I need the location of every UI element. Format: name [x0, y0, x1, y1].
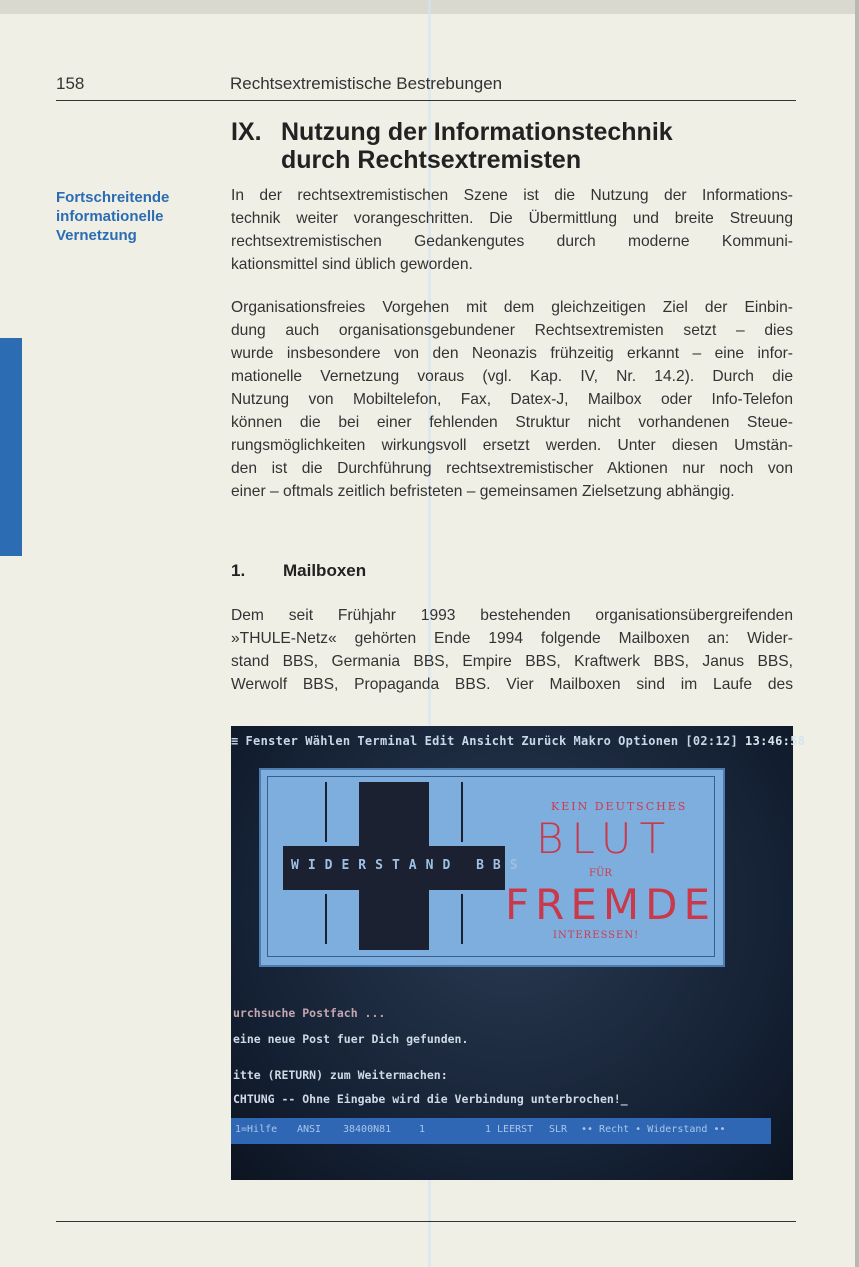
paragraph-1: [231, 184, 793, 276]
text-line: dung auch organisationsgebundener Rechtsextremisten setzt – dies: [231, 322, 793, 339]
banner-text-fuer: FÜR: [589, 868, 612, 879]
clock: 13:46:58: [745, 734, 806, 748]
status-cell: ANSI: [297, 1124, 322, 1135]
paragraph-2: [231, 296, 793, 503]
menu-item: Makro: [573, 734, 612, 748]
menu-item: Fenster: [245, 734, 299, 748]
cross-outline: [325, 782, 327, 842]
status-cell: •• Recht • Widerstand ••: [581, 1124, 726, 1135]
banner-text-blut: BLUT: [536, 814, 674, 863]
status-cell: 1=Hilfe: [235, 1124, 278, 1135]
menu-item: Ansicht: [461, 734, 515, 748]
terminal-line: CHTUNG -- Ohne Eingabe wird die Verbindung unterbrochen!_: [233, 1092, 628, 1106]
menu-item: Terminal: [357, 734, 418, 748]
banner-text-fremde: FREMDE: [505, 880, 716, 929]
margin-note-line: Vernetzung: [56, 227, 137, 244]
running-header: [56, 74, 796, 98]
menu-prefix: ≡: [231, 734, 239, 748]
status-cell: 1: [419, 1124, 426, 1135]
text-line: wurde insbesondere von den Neonazis frühzeitig erkannt – eine infor-: [231, 345, 793, 362]
menu-item: Edit: [424, 734, 455, 748]
margin-note-line: Fortschreitende: [56, 189, 170, 206]
bbs-banner: [259, 768, 725, 967]
terminal-line: itte (RETURN) zum Weitermachen:: [233, 1068, 448, 1082]
text-line: den ist die Durchführung rechtsextremistischer Aktionen nur noch von: [231, 460, 793, 477]
section-title: Mailboxen: [283, 561, 367, 580]
status-cell: SLR: [549, 1124, 568, 1135]
paragraph-3: [231, 604, 793, 696]
text-line: rungsmöglichkeiten wirkungsvoll ersetzt werden. Unter diesen Umstän-: [231, 437, 793, 454]
cross-outline: [461, 782, 463, 842]
text-line: kationsmittel sind üblich geworden.: [231, 256, 473, 273]
terminal-line: eine neue Post fuer Dich gefunden.: [233, 1032, 469, 1046]
terminal-statusbar: [231, 1118, 771, 1144]
bbs-name: WIDERSTAND BBS: [291, 858, 527, 873]
text-line: können die bei einer fehlenden Struktur nicht vorhandenen Steue-: [231, 414, 793, 431]
banner-text-interessen: INTERESSEN!: [553, 930, 640, 941]
text-line: stand BBS, Germania BBS, Empire BBS, Kraftwerk BBS, Janus BBS,: [231, 653, 793, 670]
text-line: rechtsextremistischen Gedankengutes durch moderne Kommuni-: [231, 233, 793, 250]
menu-item: Wählen: [305, 734, 351, 748]
status-cell: 1 LEERST: [485, 1124, 534, 1135]
text-line: Organisationsfreies Vorgehen mit dem gleichzeitigen Ziel der Einbin-: [231, 299, 793, 316]
chapter-title-line2: durch Rechtsextremisten: [281, 146, 582, 174]
chapter-number: IX.: [231, 118, 262, 146]
menu-item: Optionen: [618, 734, 679, 748]
header-rule: [56, 100, 796, 101]
cross-outline: [325, 894, 327, 944]
text-line: »THULE-Netz« gehörten Ende 1994 folgende Mailboxen an: Wider-: [231, 630, 793, 647]
text-line: Werwolf BBS, Propaganda BBS. Vier Mailboxen sind im Laufe des: [231, 676, 793, 693]
footer-rule: [56, 1221, 796, 1222]
timer: [02:12]: [685, 734, 739, 748]
terminal-line: urchsuche Postfach ...: [233, 1006, 386, 1020]
section-number: 1.: [231, 561, 246, 580]
running-title: Rechtsextremistische Bestrebungen: [230, 74, 503, 93]
cross-outline: [461, 894, 463, 944]
terminal-screenshot-photo: [231, 726, 806, 1180]
page-number: 158: [56, 74, 85, 93]
text-line: Dem seit Frühjahr 1993 bestehenden organisationsübergreifenden: [231, 607, 793, 624]
margin-note: [56, 188, 206, 245]
margin-note-line: informationelle: [56, 208, 164, 225]
menu-item: Zurück: [521, 734, 567, 748]
terminal-menubar: [231, 734, 806, 756]
text-line: Nutzung von Mobiltelefon, Fax, Datex-J, Mailbox oder Info-Telefon: [231, 391, 793, 408]
banner-text-kein: KEIN DEUTSCHES: [551, 800, 688, 813]
text-line: technik weiter vorangeschritten. Die Übermittlung und breite Streuung: [231, 210, 793, 227]
status-cell: 38400N81: [343, 1124, 392, 1135]
chapter-title-line1: Nutzung der Informationstechnik: [281, 118, 673, 146]
text-line: einer – oftmals zeitlich befristeten – gemeinsamen Zielsetzung abhängig.: [231, 483, 735, 500]
text-line: mationelle Vernetzung voraus (vgl. Kap. IV, Nr. 14.2). Durch die: [231, 368, 793, 385]
page-right-edge: [855, 0, 859, 1267]
section-thumb-marker: [0, 338, 22, 556]
text-line: In der rechtsextremistischen Szene ist die Nutzung der Informations-: [231, 187, 793, 204]
